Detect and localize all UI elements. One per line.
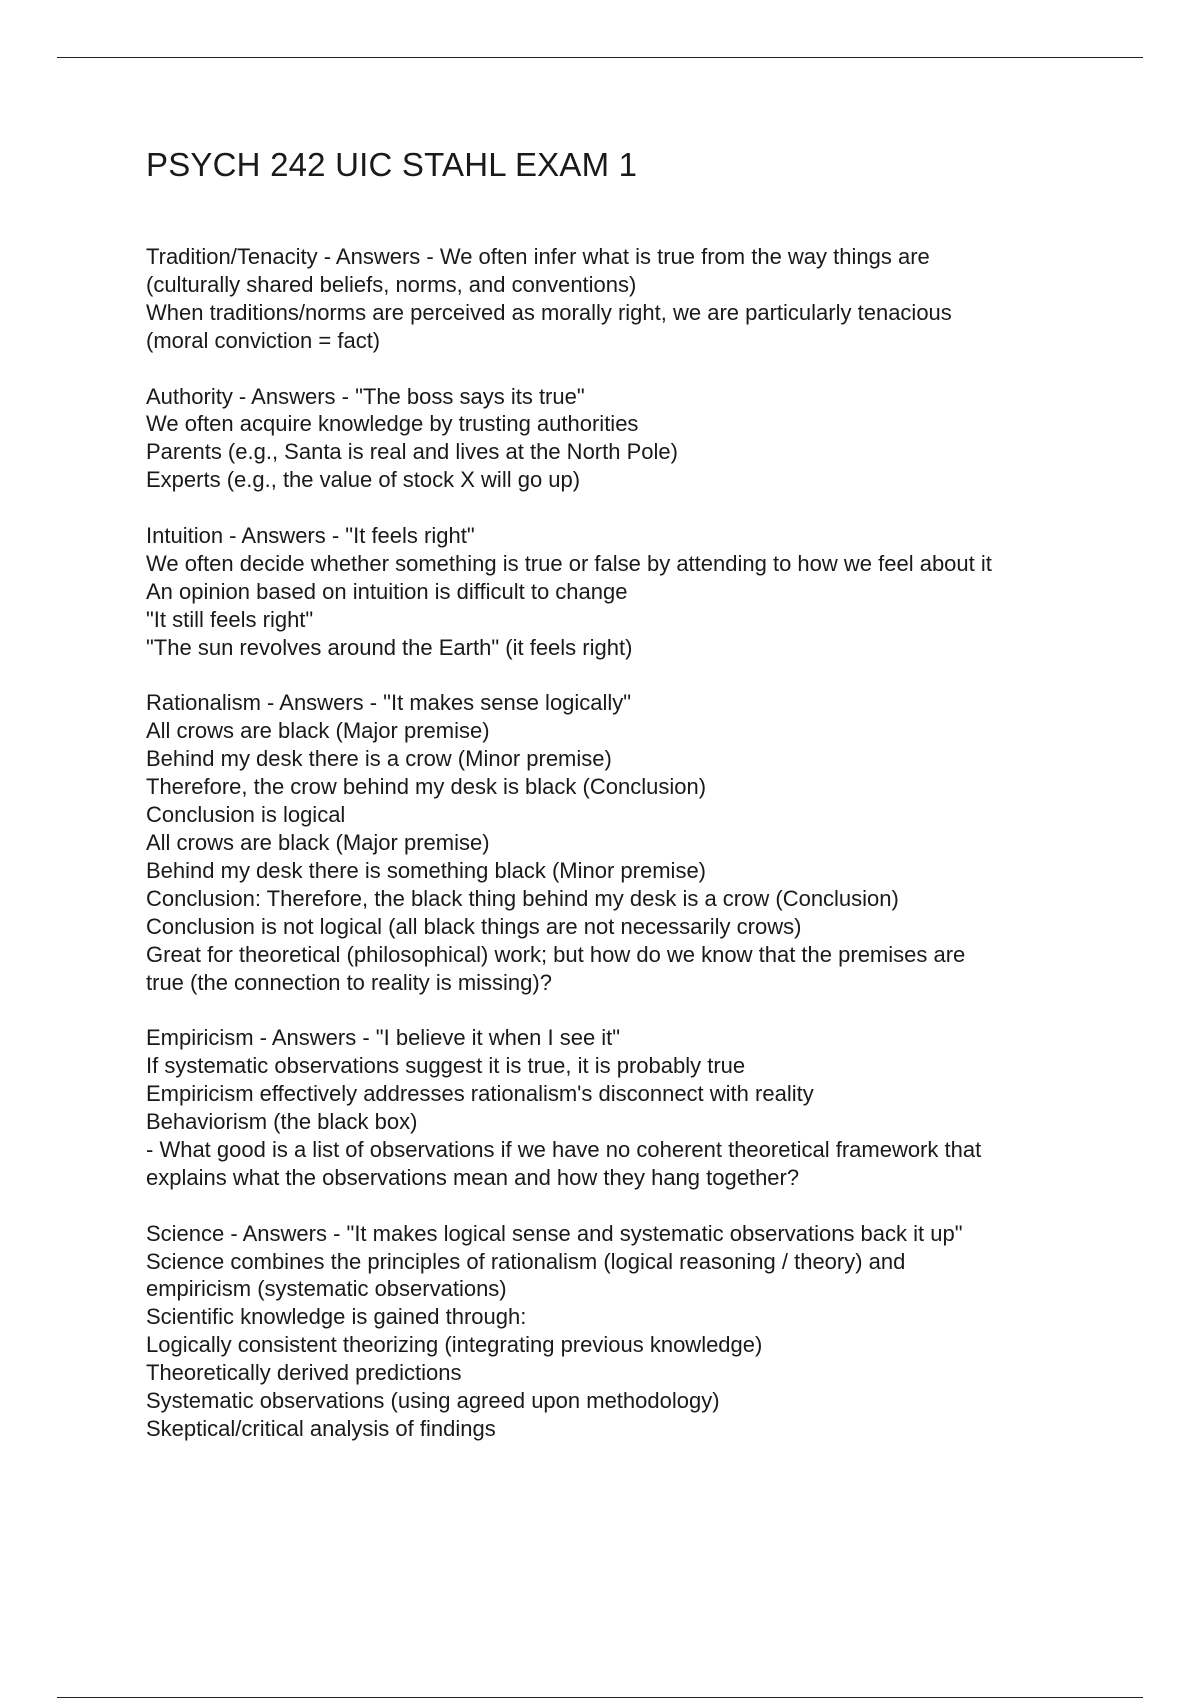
text-line: All crows are black (Major premise)	[146, 718, 490, 744]
text-line: Authority - Answers - "The boss says its true"	[146, 383, 585, 409]
text-line: "The sun revolves around the Earth" (it feels right)	[146, 634, 633, 660]
text-line: Scientific knowledge is gained through:	[146, 1304, 527, 1330]
text-line: Parents (e.g., Santa is real and lives at the North Pole)	[146, 439, 678, 465]
entry-authority	[146, 383, 1096, 495]
text-line: explains what the observations mean and how they hang together?	[146, 1164, 800, 1190]
entry-empiricism	[146, 1024, 1096, 1191]
document-body	[146, 243, 1096, 1471]
entry-tradition	[146, 243, 1096, 355]
text-line: We often acquire knowledge by trusting authorities	[146, 411, 639, 437]
text-line: Experts (e.g., the value of stock X will go up)	[146, 467, 581, 493]
text-line: All crows are black (Major premise)	[146, 829, 490, 855]
entry-rationalism	[146, 689, 1096, 996]
text-line: Conclusion is not logical (all black things are not necessarily crows)	[146, 913, 802, 939]
text-line: Theoretically derived predictions	[146, 1360, 462, 1386]
entry-intuition	[146, 522, 1096, 662]
text-line: Systematic observations (using agreed upon methodology)	[146, 1388, 720, 1414]
text-line: empiricism (systematic observations)	[146, 1276, 507, 1302]
text-line: Behind my desk there is something black (Minor premise)	[146, 857, 707, 883]
text-line: Skeptical/critical analysis of findings	[146, 1415, 496, 1441]
text-line: Behaviorism (the black box)	[146, 1109, 418, 1135]
text-line: Tradition/Tenacity - Answers - We often infer what is true from the way things are	[146, 244, 930, 269]
page-title: PSYCH 242 UIC STAHL EXAM 1	[146, 146, 638, 183]
text-line: If systematic observations suggest it is true, it is probably true	[146, 1053, 746, 1079]
text-line: Conclusion is logical	[146, 802, 346, 828]
text-line: Therefore, the crow behind my desk is black (Conclusion)	[146, 774, 707, 800]
text-line: Science combines the principles of rationalism (logical reasoning / theory) and	[146, 1248, 906, 1274]
text-line: Great for theoretical (philosophical) work; but how do we know that the premises are	[146, 941, 966, 967]
text-line: An opinion based on intuition is difficult to change	[146, 578, 628, 604]
text-line: We often decide whether something is true or false by attending to how we feel about it	[146, 550, 992, 576]
text-line: true (the connection to reality is missing)?	[146, 969, 552, 995]
text-line: Empiricism - Answers - "I believe it when I see it"	[146, 1025, 621, 1051]
text-line: Intuition - Answers - "It feels right"	[146, 523, 475, 549]
text-line: (culturally shared beliefs, norms, and conventions)	[146, 271, 637, 297]
text-line: (moral conviction = fact)	[146, 327, 381, 353]
entry-science	[146, 1220, 1096, 1443]
text-line: When traditions/norms are perceived as morally right, we are particularly tenacious	[146, 299, 952, 325]
text-line: Logically consistent theorizing (integrating previous knowledge)	[146, 1332, 763, 1358]
bottom-divider	[57, 1697, 1143, 1698]
text-line: Science - Answers - "It makes logical sense and systematic observations back it up"	[146, 1220, 963, 1246]
text-line: Rationalism - Answers - "It makes sense logically"	[146, 690, 632, 716]
text-line: - What good is a list of observations if we have no coherent theoretical framework that	[146, 1136, 982, 1162]
top-divider	[57, 57, 1143, 58]
text-line: Conclusion: Therefore, the black thing behind my desk is a crow (Conclusion)	[146, 885, 899, 911]
text-line: Behind my desk there is a crow (Minor premise)	[146, 746, 612, 772]
text-line: Empiricism effectively addresses rationalism's disconnect with reality	[146, 1081, 814, 1107]
text-line: "It still feels right"	[146, 606, 314, 632]
